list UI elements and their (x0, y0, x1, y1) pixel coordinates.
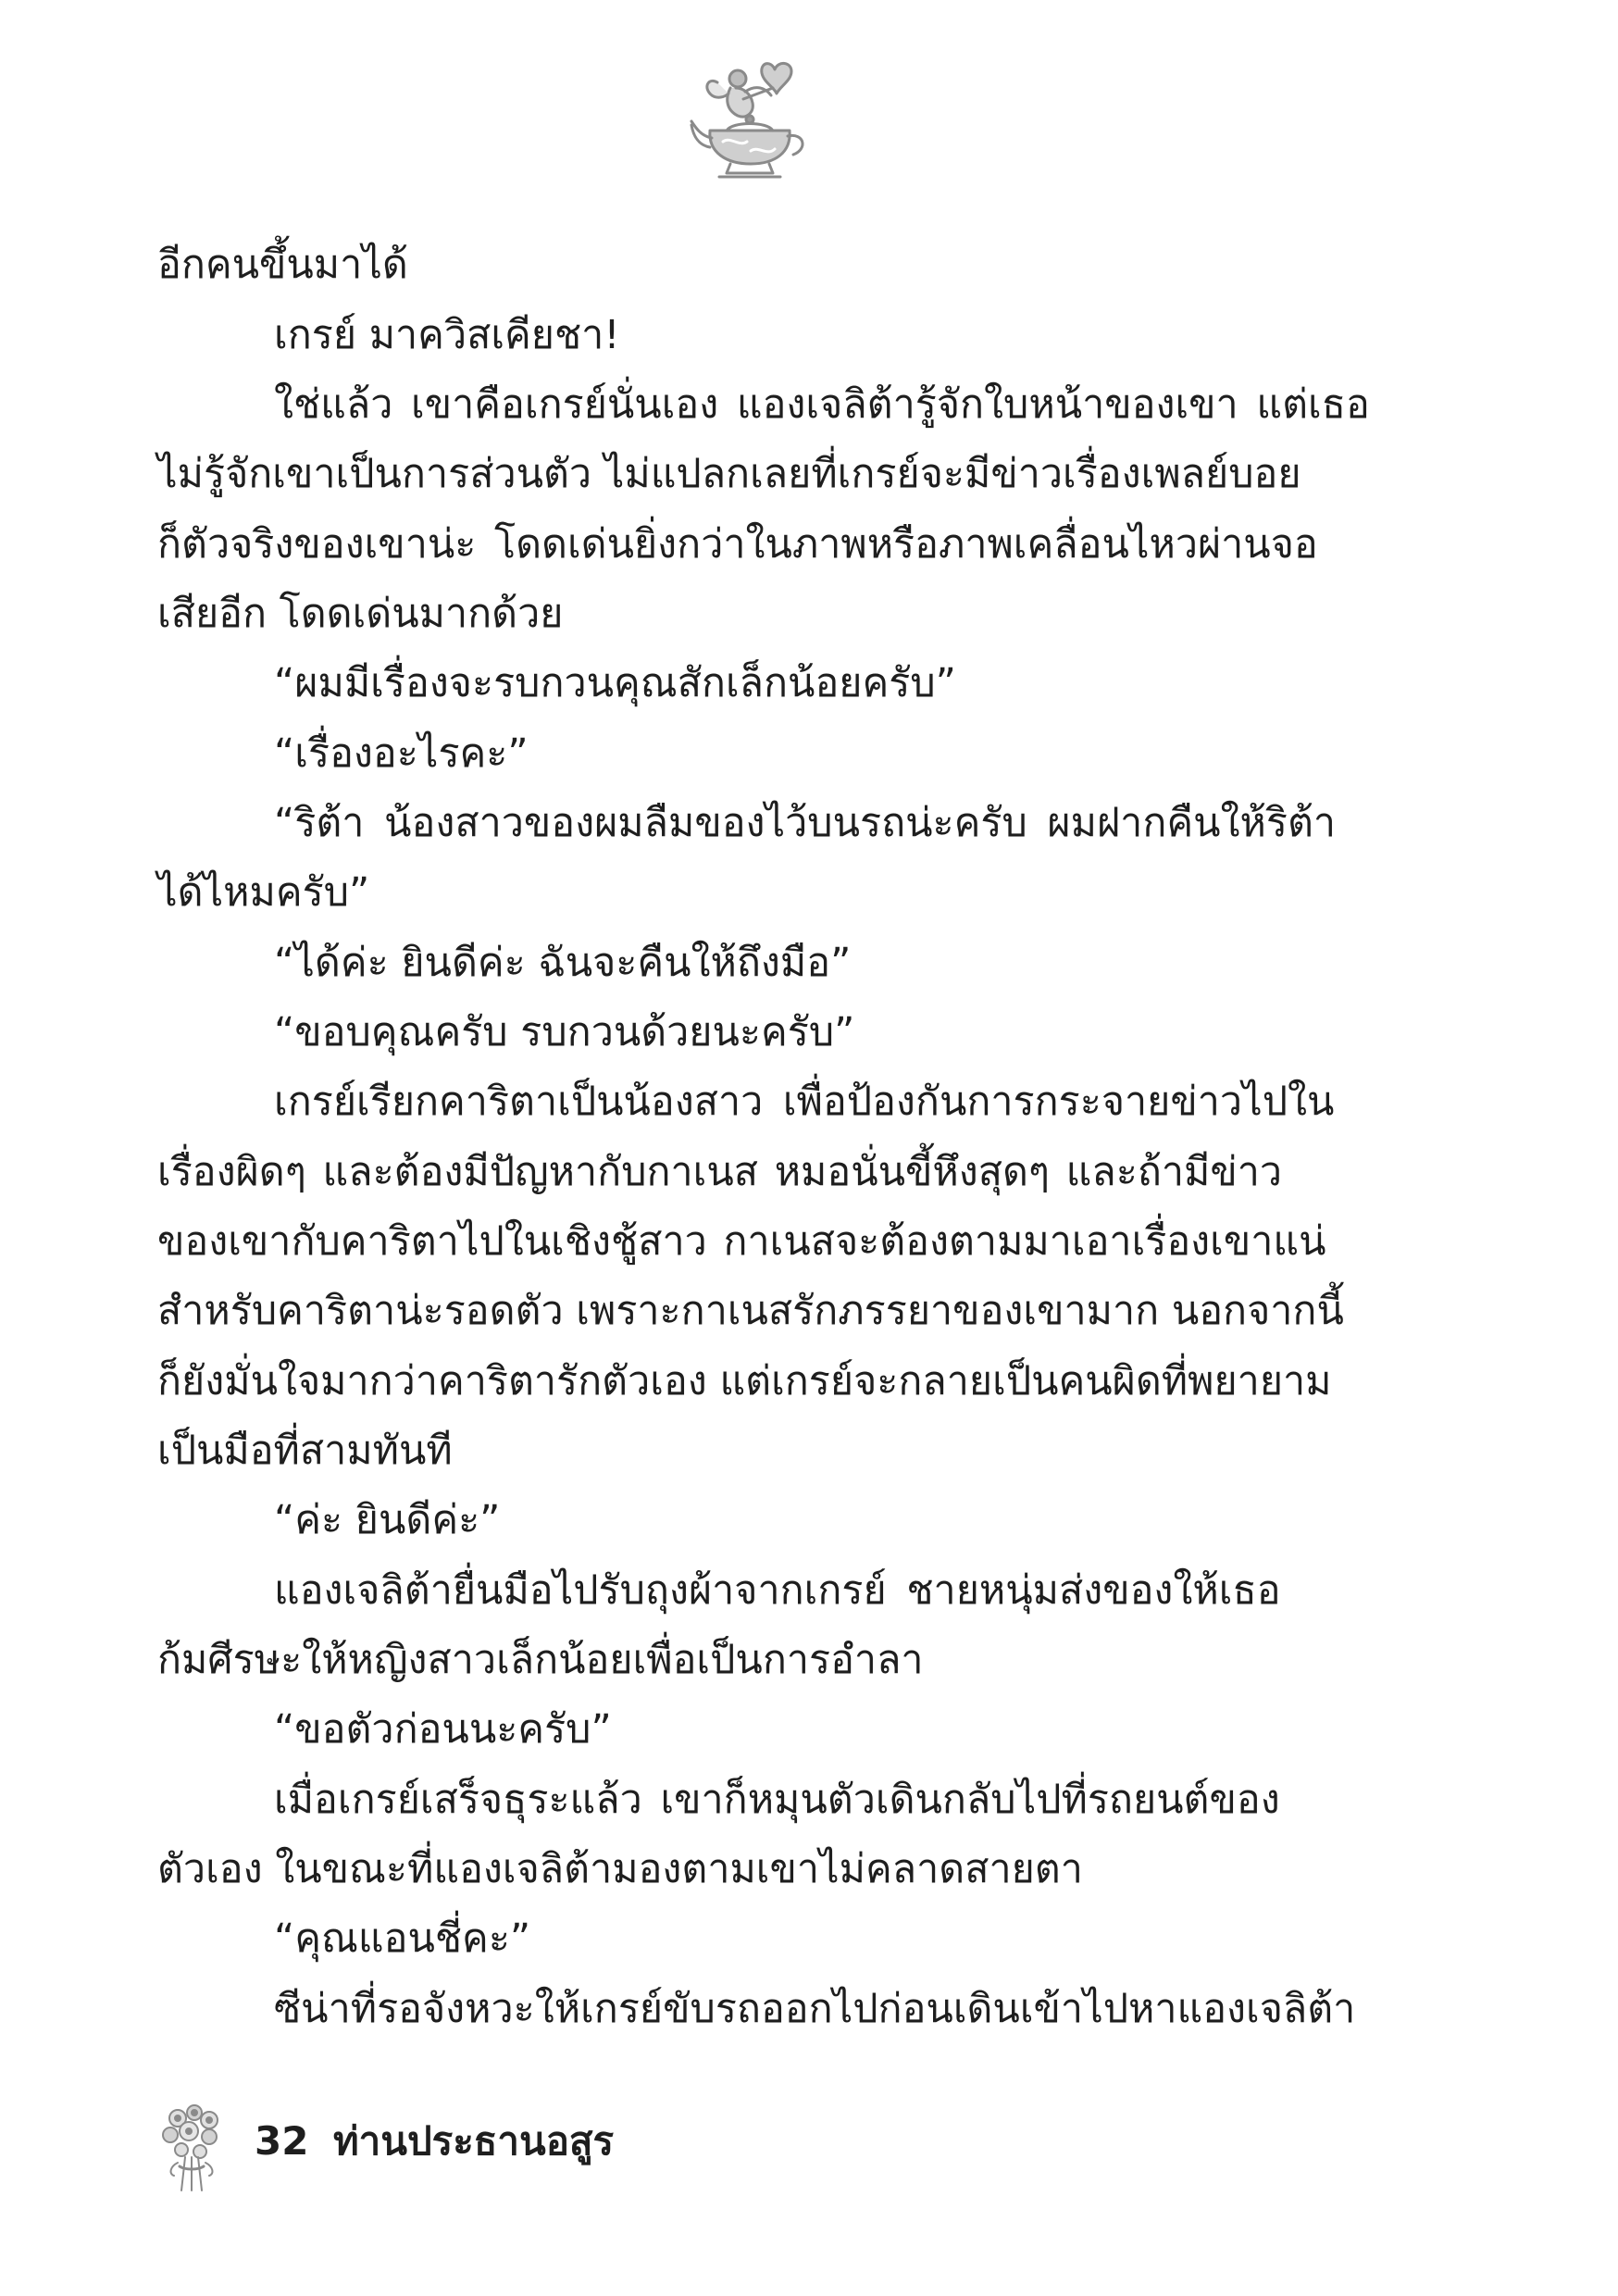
flower-bouquet-icon (157, 2102, 227, 2194)
book-title: ท่านประธานอสูร (333, 2118, 615, 2164)
text-line: ใช่แล้ว เขาคือเกรย์นั่นเอง แองเจลิต้ารู้จักใบหน้าของเขา แต่เธอ (274, 381, 1370, 428)
text-line: เป็นมือที่สามทันที (157, 1428, 453, 1474)
text-line: เมื่อเกรย์เสร็จธุระแล้ว เขาก็หมุนตัวเดินกลับไปที่รถยนต์ของ (274, 1777, 1280, 1823)
text-line: แองเจลิต้ายื่นมือไปรับถุงผ้าจากเกรย์ ชายหนุ่มส่งของให้เธอ (274, 1567, 1281, 1614)
text-line: “ผมมีเรื่องจะรบกวนคุณสักเล็กน้อยครับ” (274, 660, 956, 706)
text-line: ของเขากับคาริตาไปในเชิงชู้สาว กาเนสจะต้องตามมาเอาเรื่องเขาแน่ (157, 1218, 1326, 1265)
text-line: “คุณแอนชี่คะ” (274, 1915, 531, 1962)
text-line: ก้มศีรษะให้หญิงสาวเล็กน้อยเพื่อเป็นการอำลา (157, 1637, 924, 1683)
text-line: เกรย์ มาควิสเคียชา! (274, 312, 620, 358)
text-line: “ริต้า น้องสาวของผมลืมของไว้บนรถน่ะครับ ผมฝากคืนให้ริต้า (274, 800, 1337, 846)
page-number: 32 (255, 2118, 309, 2164)
text-line: เกรย์เรียกคาริตาเป็นน้องสาว เพื่อป้องกันการกระจายข่าวไปใน (274, 1079, 1335, 1125)
text-line: “ขอบคุณครับ รบกวนด้วยนะครับ” (274, 1009, 855, 1055)
text-line: ไม่รู้จักเขาเป็นการส่วนตัว ไม่แปลกเลยที่เกรย์จะมีข่าวเรื่องเพลย์บอย (157, 451, 1301, 497)
text-line: “ได้ค่ะ ยินดีค่ะ ฉันจะคืนให้ถึงมือ” (274, 940, 852, 986)
text-line: ก็ตัวจริงของเขาน่ะ โดดเด่นยิ่งกว่าในภาพหรือภาพเคลื่อนไหวผ่านจอ (157, 521, 1318, 568)
text-line: ได้ไหมครับ” (157, 869, 370, 916)
text-line: “เรื่องอะไรคะ” (274, 730, 529, 777)
text-line: ตัวเอง ในขณะที่แองเจลิต้ามองตามเขาไม่คลาดสายตา (157, 1846, 1083, 1892)
text-line: เรื่องผิดๆ และต้องมีปัญหากับกาเนส หมอนั่นขี้หึงสุดๆ และถ้ามีข่าว (157, 1149, 1283, 1195)
text-line: อีกคนขึ้นมาได้ (157, 242, 408, 288)
text-line: “ขอตัวก่อนนะครับ” (274, 1706, 612, 1753)
text-line: ก็ยังมั่นใจมากว่าคาริตารักตัวเอง แต่เกรย์จะกลายเป็นคนผิดที่พยายาม (157, 1358, 1332, 1404)
text-line: ซีน่าที่รอจังหวะให้เกรย์ขับรถออกไปก่อนเดินเข้าไปหาแองเจลิต้า (274, 1986, 1356, 2032)
text-line: “ค่ะ ยินดีค่ะ” (274, 1497, 501, 1543)
text-line: สำหรับคาริตาน่ะรอดตัว เพราะกาเนสรักภรรยาของเขามาก นอกจากนี้ (157, 1288, 1344, 1334)
text-line: เสียอีก โดดเด่นมากด้วย (157, 591, 564, 637)
